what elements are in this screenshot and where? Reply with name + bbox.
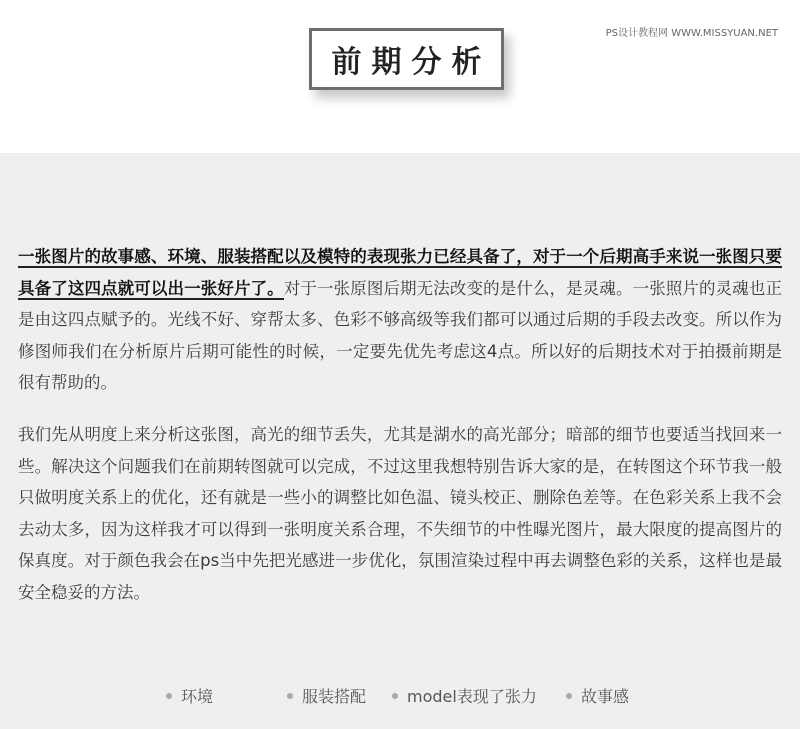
- site-watermark: PS设计教程网 WWW.MISSYUAN.NET: [605, 28, 778, 39]
- bullet-item-story: [566, 684, 629, 707]
- paragraph-intro: [18, 241, 782, 399]
- title-box: [309, 28, 504, 90]
- bullet-dot-icon: [392, 693, 398, 699]
- paragraph-emphasis: 一张图片的故事感、环境、服装搭配以及模特的表现张力已经具备了，对于一个后期高手来说一张图只要具备了这四点就可以出一张好片了。: [18, 247, 782, 298]
- paragraph-intro-rest: 对于一张原图后期无法改变的是什么，是灵魂。一张照片的灵魂也正是由这四点赋予的。光线不好、穿帮太多、色彩不够高级等我们都可以通过后期的手段去改变。所以作为修图师我们在分析原片后期可能性的时候，一定要先优先考虑这4点。所以好的后期技术对于拍摄前期是很有帮助的。: [18, 278, 783, 392]
- bullet-item-model-tension: [392, 684, 537, 707]
- bullet-label: 服装搭配: [302, 687, 367, 706]
- bullet-dot-icon: [166, 693, 172, 699]
- bullet-dot-icon: [566, 693, 572, 699]
- bullet-item-environment: [166, 684, 213, 707]
- paragraph-analysis: 我们先从明度上来分析这张图，高光的细节丢失，尤其是湖水的高光部分；暗部的细节也要适当找回来一些。解决这个问题我们在前期转图就可以完成，不过这里我想特别告诉大家的是，在转图这个环节我一般只做明度关系上的优化，还有就是一些小的调整比如色温、镜头校正、删除色差等。在色彩关系上我不会去动太多，因为这样我才可以得到一张明度关系合理，不失细节的中性曝光图片，最大限度的提高图片的保真度。对于颜色我会在ps当中先把光感进一步优化，氛围渲染过程中再去调整色彩的关系，这样也是最安全稳妥的方法。: [18, 425, 782, 602]
- bullet-label: model表现了张力: [407, 687, 537, 706]
- bullet-dot-icon: [287, 693, 293, 699]
- page-title: 前期分析: [331, 45, 492, 80]
- bullet-label: 环境: [181, 687, 214, 706]
- bullet-list: [0, 684, 800, 708]
- bullet-item-styling: [287, 684, 366, 707]
- bullet-label: 故事感: [581, 687, 630, 706]
